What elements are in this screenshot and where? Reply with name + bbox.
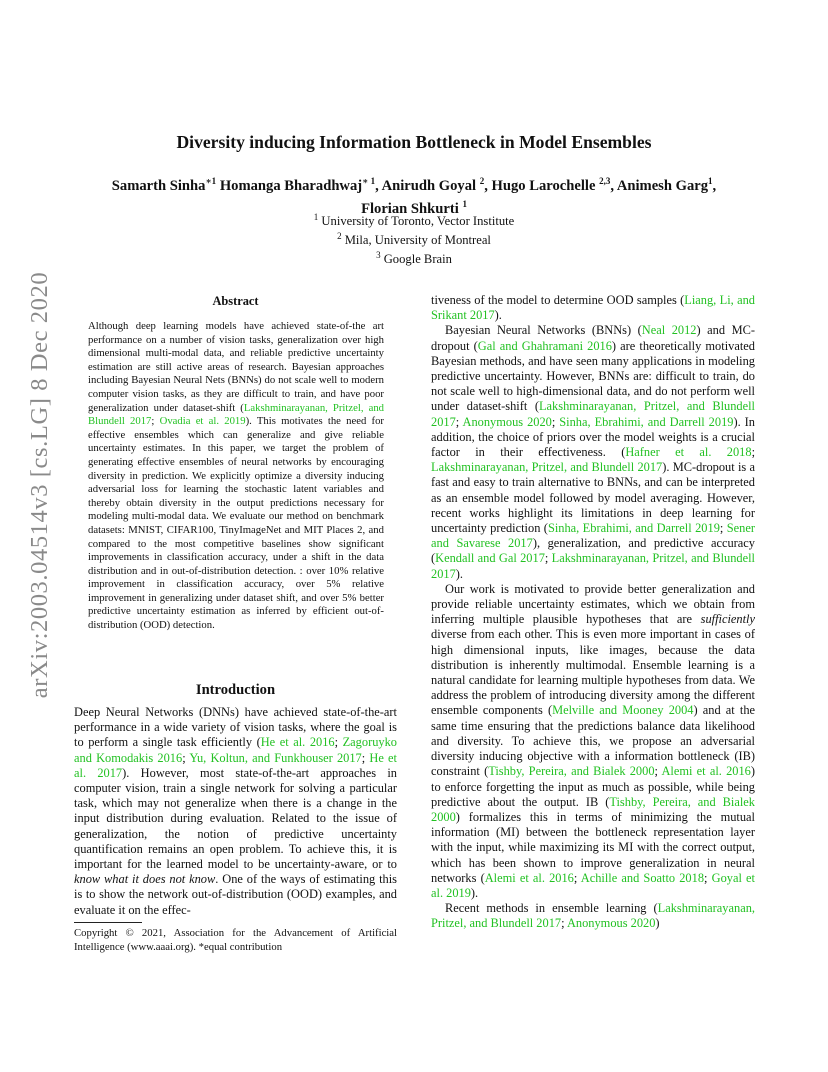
citation-link[interactable]: Lakshminarayanan, Pritzel, and Blundell 2017 — [431, 551, 755, 581]
citation-link[interactable]: Lakshminarayanan, Pritzel, and Blundell 2017 — [431, 901, 755, 931]
citation-link[interactable]: Tishby, Pereira, and Bialek 2000 — [488, 764, 655, 779]
affiliation-mark: 1 — [313, 212, 319, 222]
arxiv-identifier-container — [20, 271, 60, 699]
body-text: ; — [182, 750, 190, 765]
citation-link[interactable]: Sinha, Ebrahimi, and Darrell 2019 — [547, 521, 720, 536]
body-text: ; — [551, 414, 560, 429]
author-affil-mark: ∗1 — [205, 176, 217, 186]
abstract-text: ). This motivates the need for effective ensembles which can generalize and give reliable uncertainty estimates. In this paper, we target the problem of generating effective ensembles of neural networks by encouraging diversity in prediction. We explicitly optimize a diversity inducing adversarial loss for learning the stochastic latent variables and thereby obtain diversity in the output predictions necessary for modeling multi-modal data. We evaluate our method on benchmark datasets: MNIST, CIFAR100, TinyImageNet and MIT Places 2, and compared to the most competitive baselines show significant improvements in classification accuracy, under a shift in the data distribution and in out-of-distribution detection. : over 10% relative improvement in classification accuracy, over 5% relative improvement in generalizing under dataset shift, and over 5% better predictive uncertainty estimation as inferred by efficient out-of-distribution (OOD) detection. — [88, 415, 384, 632]
citation-link[interactable]: Ovadia et al. 2019 — [159, 415, 246, 428]
author-name: Samarth Sinha — [111, 177, 206, 194]
citation-link[interactable]: Gal and Ghahramani 2016 — [477, 338, 612, 353]
copyright-footnote: Copyright © 2021, Association for the Advancement of Artificial Intelligence (www.aaai.org). *equal contribution — [74, 927, 397, 953]
citation-link[interactable]: Kendall and Gal 2017 — [435, 551, 545, 566]
author-name: , Anirudh Goyal — [375, 177, 480, 194]
body-text: tiveness of the model to determine OOD samples ( — [431, 293, 685, 307]
affiliation-text: Mila, University of Montreal — [341, 233, 491, 248]
affiliation-line — [80, 210, 748, 229]
citation-link[interactable]: Hafner et al. 2018 — [625, 445, 752, 460]
introduction-body — [74, 705, 397, 918]
abstract-text: Although deep learning models have achieved state-of-the art performance on a number of vision tasks, generalization over high dimensional multi-modal data, and reliable predictive uncertainty estimation are still active areas of research. Bayesian approaches including Bayesian Neural Nets (BNNs) do not scale well to modern computer vision tasks, as they are difficult to train, and have poor generalization under dataset-shift ( — [88, 320, 384, 414]
emphasis-text: sufficiently — [700, 612, 755, 627]
author-name: Homanga Bharadhwaj — [216, 177, 363, 194]
introduction-heading: Introduction — [195, 682, 276, 698]
body-text: ), generalization, and predictive accuracy ( — [431, 536, 755, 566]
author-name: , Hugo Larochelle — [484, 177, 600, 194]
paragraph — [431, 323, 755, 581]
body-text: Our work is motivated to provide better generalization and provide reliable uncertainty estimates, which we obtain from inferring multiple plausible hypotheses that are — [431, 581, 755, 627]
affiliation-list — [80, 210, 748, 268]
affiliation-line — [80, 229, 748, 248]
affiliation-mark: 2 — [337, 231, 342, 242]
citation-link[interactable]: Goyal et al. 2019 — [431, 870, 755, 900]
body-text: ; — [334, 735, 343, 750]
body-text: ; — [455, 414, 463, 429]
citation-link[interactable]: Lakshminarayanan, Pritzel, and Blundell 2017 — [431, 460, 663, 475]
author-affil-mark: 1 — [708, 176, 713, 186]
body-text: ) — [655, 916, 660, 931]
arxiv-identifier: arXiv:2003.04514v3 [cs.LG] 8 Dec 2020 — [26, 271, 53, 699]
citation-link[interactable]: Sinha, Ebrahimi, and Darrell 2019 — [559, 414, 734, 429]
citation-link[interactable]: Alemi et al. 2016 — [484, 870, 574, 885]
paper-title: Diversity inducing Information Bottleneck in Model Ensembles — [176, 132, 652, 152]
affiliation-text: Google Brain — [380, 252, 452, 267]
body-text: ; — [544, 551, 552, 566]
body-text: diverse from each other. This is even more important in cases of high dimensional inputs, like images, because the data distribution is inherently multimodal. Ensemble learning is a natural candidate for learning multiple hypotheses from data. We address the problem of introducing diversity among the different ensemble components ( — [431, 627, 755, 718]
abstract-text: ; — [151, 415, 160, 428]
citation-link[interactable]: Tishby, Pereira, and Bialek 2000 — [431, 794, 755, 824]
body-text: ; — [361, 750, 370, 765]
citation-link[interactable]: He et al. 2017 — [74, 750, 397, 780]
body-text: . One of the ways of estimating this is to show the network out-of-distribution (OOD) examples, and evaluate it on the effec- — [74, 872, 397, 917]
body-text: ) and at the same time ensuring that the predictions balance data likelihood and diversity. To achieve this, we propose an adversarial diversity inducing objective with a information bottleneck (IB) constraint ( — [431, 703, 756, 779]
author-affil-mark: 2 — [479, 176, 485, 186]
paragraph — [431, 293, 755, 323]
abstract-body — [88, 320, 384, 633]
author-separator: , — [712, 177, 717, 194]
body-text: ; — [704, 870, 712, 885]
paragraph — [431, 582, 755, 901]
body-text: ). However, most state-of-the-art approaches in computer vision, train a single network for solving a particular task, which may not generalize when there is a change in the input distribution during evaluation. Related to the issue of generalization, the notion of predictive uncertainty quantification remains an open problem. To achieve this, it is important for the learned model to be uncertainty-aware, or to — [74, 765, 397, 872]
author-affil-mark: ∗ 1 — [362, 176, 376, 186]
body-text: ) to enforce forgetting the input as much as possible, while being predictive about the output. IB ( — [431, 764, 755, 809]
citation-link[interactable]: Lakshminarayanan, Pritzel, and Blundell 2017 — [431, 399, 755, 429]
body-text: ). — [455, 566, 464, 581]
body-text: ; — [561, 916, 567, 931]
body-text: ). — [470, 885, 479, 900]
affiliation-line — [80, 248, 748, 267]
body-text: ; — [573, 870, 581, 885]
right-column-body — [431, 293, 755, 932]
citation-link[interactable]: Melville and Mooney 2004 — [552, 703, 694, 718]
body-text: ). MC-dropout is a fast and easy to train alternative to BNNs, and can be interpreted as an ensemble model followed by model averaging. However, recent works highlight its limitations in deep learning for uncertainty prediction ( — [431, 460, 756, 536]
citation-link[interactable]: Achille and Soatto 2018 — [580, 870, 705, 885]
citation-link[interactable]: Anonymous 2020 — [566, 916, 656, 931]
body-text: ; — [751, 445, 756, 460]
citation-link[interactable]: Yu, Koltun, and Funkhouser 2017 — [189, 750, 362, 765]
body-text: ; — [719, 521, 727, 536]
body-text: Deep Neural Networks (DNNs) have achieved state-of-the-art performance in a wide variety of vision tasks, where the goal is to perform a single task efficiently ( — [74, 705, 397, 750]
body-text: ). In addition, the choice of priors over the model weights is a crucial factor in their effectiveness. ( — [431, 414, 755, 460]
citation-link[interactable]: Liang, Li, and Srikant 2017 — [431, 293, 755, 323]
body-text: ) formalizes this in terms of minimizing the mutual information (MI) between the bottleneck representation layer with the input, while maximizing its MI with the correct output, which has been shown to improve generalization in neural networks ( — [431, 809, 755, 885]
affiliation-mark: 3 — [376, 250, 381, 261]
citation-link[interactable]: Lakshminarayanan, Pritzel, and Blundell 2017 — [88, 401, 385, 428]
body-text: ) are theoretically motivated Bayesian methods, and have seen many applications in modeling predictive uncertainty. However, BNNs are: difficult to train, do not scale well to high-dimensional data, and do not perform well under dataset-shift ( — [431, 338, 755, 414]
citation-link[interactable]: Sener and Savarese 2017 — [431, 521, 755, 551]
body-text: ). — [494, 308, 502, 323]
footnote-rule — [74, 922, 142, 923]
body-text: ) and MC-dropout ( — [431, 323, 755, 353]
author-affil-mark: 1 — [462, 198, 467, 209]
author-name: Florian Shkurti — [361, 200, 463, 217]
author-affil-mark: 2,3 — [599, 176, 611, 186]
body-text: Recent methods in ensemble learning ( — [445, 901, 658, 916]
citation-link[interactable]: Zagoruyko and Komodakis 2016 — [74, 735, 397, 765]
affiliation-text: University of Toronto, Vector Institute — [318, 214, 515, 229]
abstract-heading: Abstract — [212, 294, 259, 308]
author-name: , Animesh Garg — [610, 177, 709, 194]
citation-link[interactable]: He et al. 2016 — [260, 735, 335, 750]
citation-link[interactable]: Neal 2012 — [641, 323, 697, 338]
emphasis-text: know what it does not know — [74, 872, 216, 887]
paragraph — [431, 901, 755, 931]
citation-link[interactable]: Anonymous 2020 — [462, 414, 552, 429]
citation-link[interactable]: Alemi et al. 2016 — [661, 764, 751, 779]
body-text: Bayesian Neural Networks (BNNs) ( — [445, 323, 642, 338]
body-text: ; — [654, 764, 662, 779]
